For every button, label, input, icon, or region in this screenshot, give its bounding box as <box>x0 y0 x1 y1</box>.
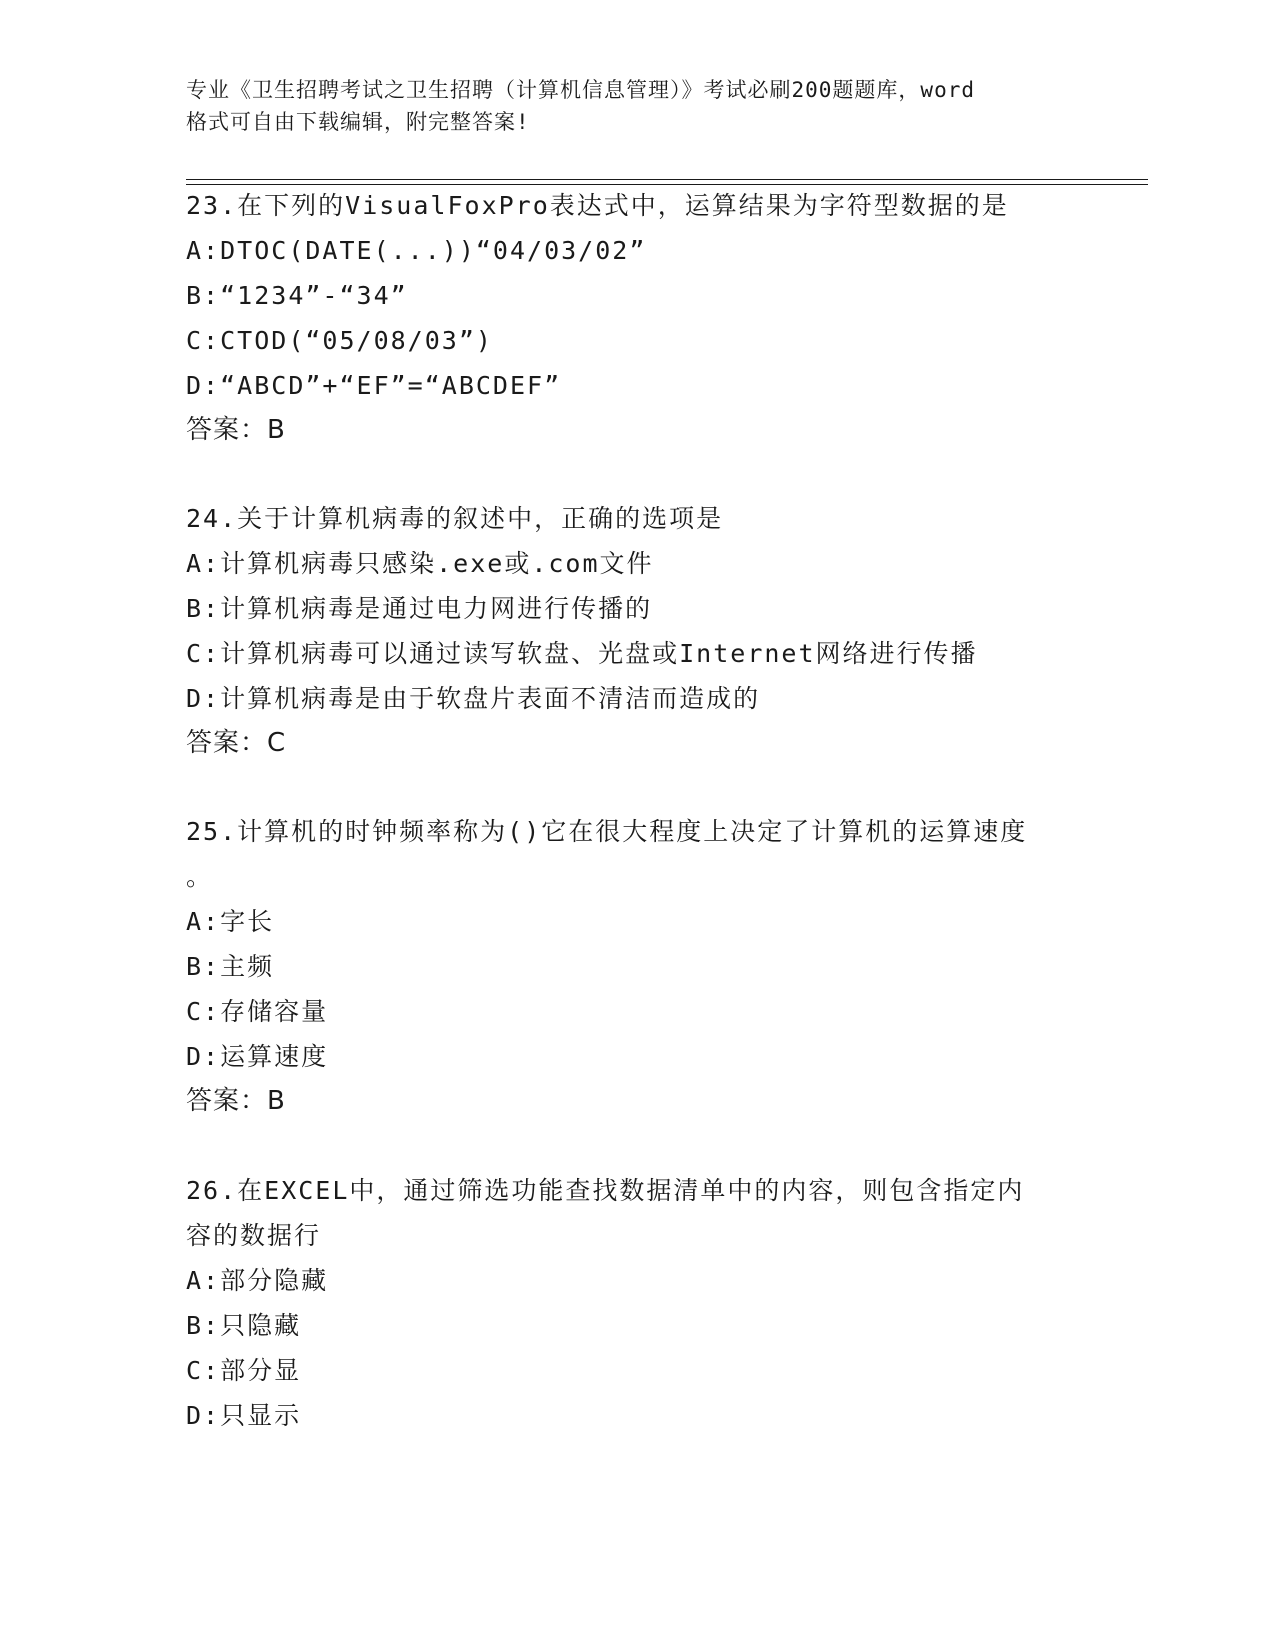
option-c <box>186 989 1066 1034</box>
option-a <box>186 1258 1066 1303</box>
option-d <box>186 363 1066 408</box>
option-key: C: <box>186 997 221 1026</box>
option-key: A: <box>186 1266 221 1295</box>
option-text: 只显示 <box>220 1401 302 1430</box>
question-24 <box>186 496 1066 766</box>
answer-line: 答案：B <box>186 1086 286 1116</box>
option-text: 部分显 <box>220 1356 302 1385</box>
option-key: B: <box>186 952 221 981</box>
option-text: “1234”-“34” <box>220 281 408 310</box>
option-text: 只隐藏 <box>220 1311 302 1340</box>
option-key: B: <box>186 594 221 623</box>
answer-line: 答案：C <box>186 728 287 758</box>
option-b <box>186 1303 1066 1348</box>
option-text: DTOC(DATE(...))“04/03/02” <box>220 236 647 265</box>
question-title: 24.关于计算机病毒的叙述中，正确的选项是 <box>186 504 724 533</box>
option-b <box>186 273 1066 318</box>
question-25 <box>186 809 1066 1124</box>
option-text: 计算机病毒可以通过读写软盘、光盘或Internet网络进行传播 <box>220 639 978 668</box>
header-line-2: 格式可自由下载编辑，附完整答案! <box>186 110 530 134</box>
option-c <box>186 1348 1066 1393</box>
header-divider-top <box>186 179 1148 180</box>
question-26 <box>186 1168 1066 1438</box>
question-title: 23.在下列的VisualFoxPro表达式中，运算结果为字符型数据的是 <box>186 191 1009 220</box>
option-text: “ABCD”+“EF”=“ABCDEF” <box>220 371 562 400</box>
option-text: 存储容量 <box>220 997 329 1026</box>
option-key: B: <box>186 1311 221 1340</box>
option-key: D: <box>186 371 221 400</box>
option-key: D: <box>186 1401 221 1430</box>
option-c <box>186 631 1066 676</box>
option-c <box>186 318 1066 363</box>
option-text: 计算机病毒只感染.exe或.com文件 <box>220 549 654 578</box>
question-23 <box>186 183 1066 453</box>
question-title-continued: 。 <box>186 862 214 891</box>
option-d <box>186 676 1066 721</box>
option-text: 字长 <box>220 907 275 936</box>
option-key: A: <box>186 549 221 578</box>
option-text: 计算机病毒是由于软盘片表面不清洁而造成的 <box>220 684 761 713</box>
option-key: C: <box>186 639 221 668</box>
question-title: 26.在EXCEL中，通过筛选功能查找数据清单中的内容，则包含指定内 <box>186 1176 1025 1205</box>
option-b <box>186 586 1066 631</box>
option-text: 部分隐藏 <box>220 1266 329 1295</box>
option-key: A: <box>186 907 221 936</box>
option-key: B: <box>186 281 221 310</box>
answer-line: 答案：B <box>186 415 286 445</box>
option-text: 主频 <box>220 952 275 981</box>
option-text: 运算速度 <box>220 1042 329 1071</box>
option-a <box>186 228 1066 273</box>
option-text: 计算机病毒是通过电力网进行传播的 <box>220 594 653 623</box>
question-title: 25.计算机的时钟频率称为()它在很大程度上决定了计算机的运算速度 <box>186 817 1028 846</box>
option-key: C: <box>186 1356 221 1385</box>
option-text: CTOD(“05/08/03”) <box>220 326 493 355</box>
document-header <box>186 74 1086 138</box>
option-key: C: <box>186 326 221 355</box>
option-a <box>186 541 1066 586</box>
option-key: D: <box>186 1042 221 1071</box>
question-title-continued: 容的数据行 <box>186 1221 322 1250</box>
option-key: D: <box>186 684 221 713</box>
option-key: A: <box>186 236 221 265</box>
option-d <box>186 1034 1066 1079</box>
option-d <box>186 1393 1066 1438</box>
option-a <box>186 899 1066 944</box>
header-line-1: 专业《卫生招聘考试之卫生招聘（计算机信息管理）》考试必刷200题题库，word <box>186 78 975 102</box>
option-b <box>186 944 1066 989</box>
